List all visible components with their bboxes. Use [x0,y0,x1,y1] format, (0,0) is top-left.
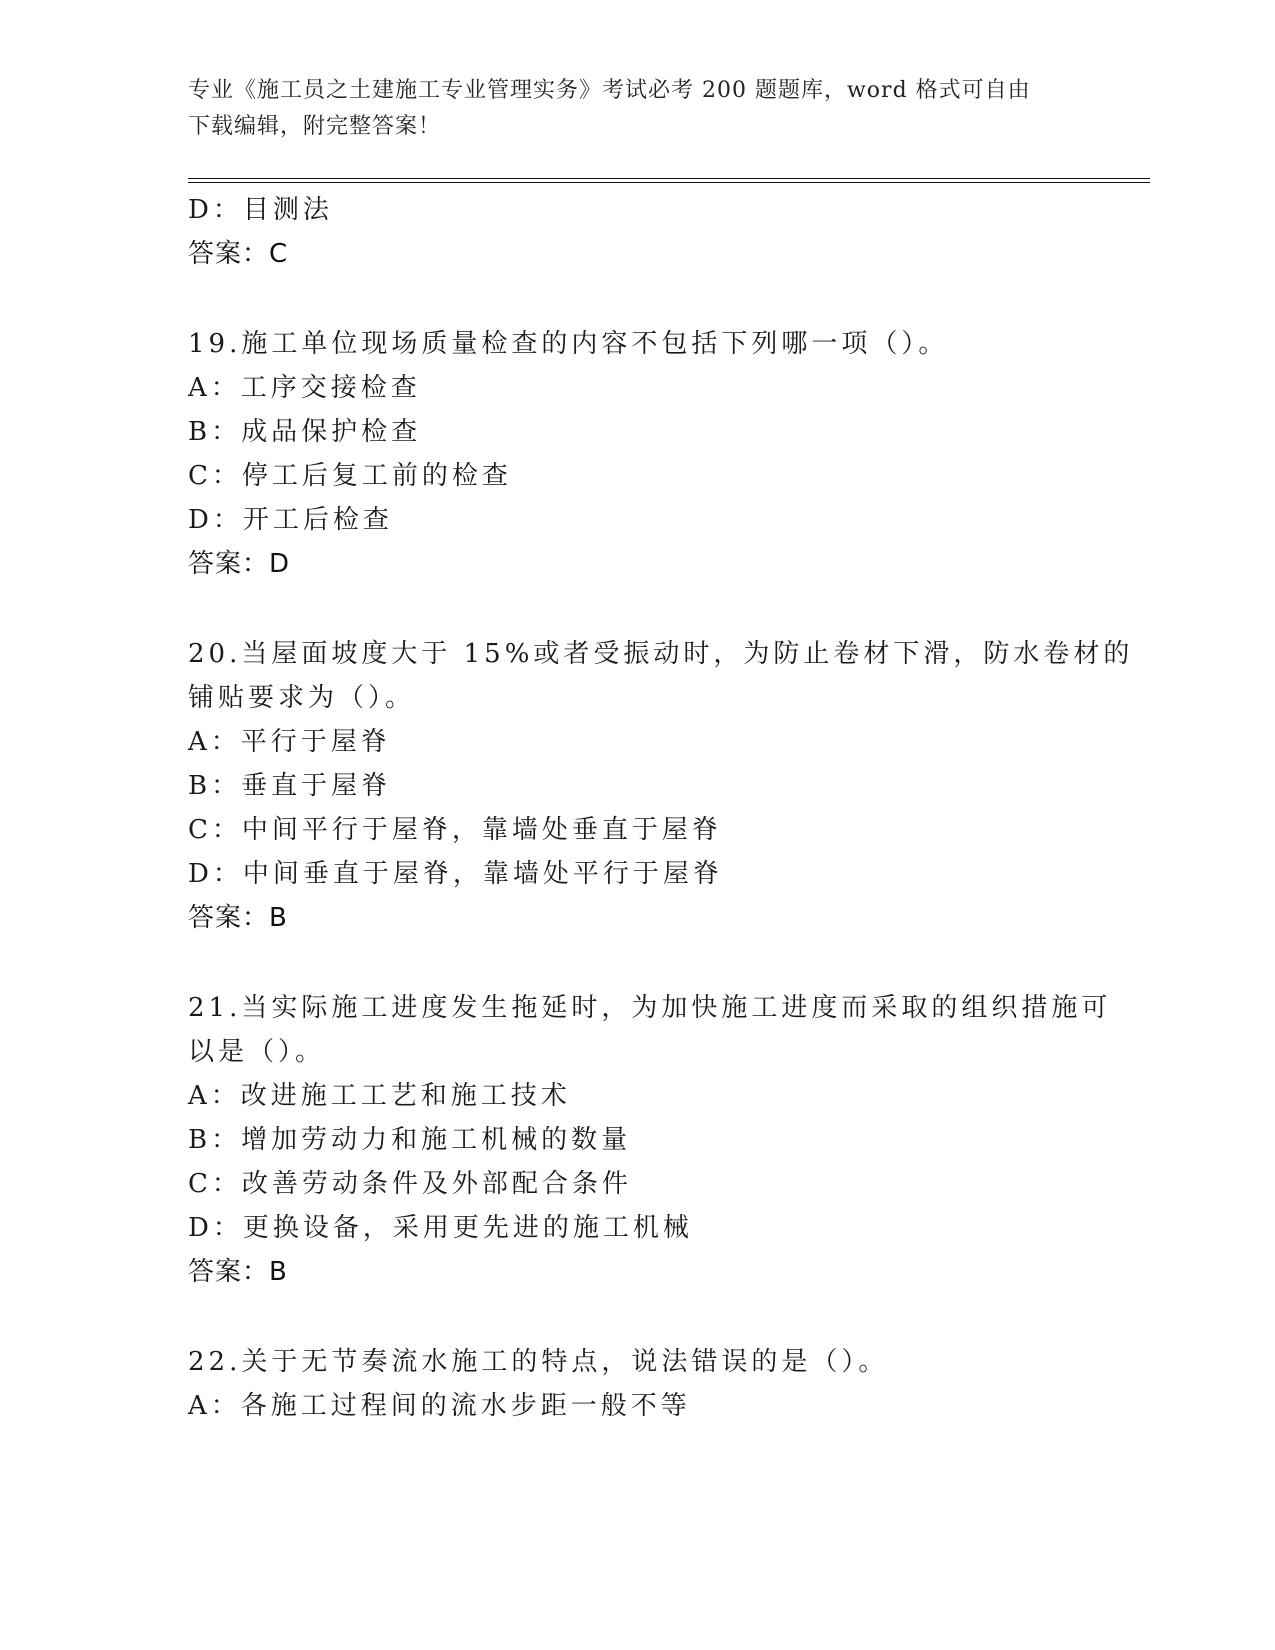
q20-option-b: B：垂直于屋脊 [188,771,392,801]
q21-option-a: A：改进施工工艺和施工技术 [188,1081,571,1111]
header-line-2: 下载编辑，附完整答案！ [188,114,442,139]
q21-answer: 答案：B [188,1257,288,1287]
prev-option-d: D：目测法 [188,195,333,225]
q22-stem: 22.关于无节奏流水施工的特点，说法错误的是（）。 [188,1347,889,1377]
q22-option-a: A：各施工过程间的流水步距一般不等 [188,1391,691,1421]
prev-answer: 答案：C [188,239,289,269]
q19-option-c: C：停工后复工前的检查 [188,461,512,491]
q21-option-c: C：改善劳动条件及外部配合条件 [188,1169,632,1199]
q19-option-a: A：工序交接检查 [188,373,421,403]
q20-option-d: D：中间垂直于屋脊，靠墙处平行于屋脊 [188,859,723,889]
q20-stem-line-2: 铺贴要求为（）。 [188,683,416,713]
q19-option-b: B：成品保护检查 [188,417,422,447]
header-line-1: 专业《施工员之土建施工专业管理实务》考试必考 200 题题库，word 格式可自由 [188,78,1031,103]
q20-option-c: C：中间平行于屋脊，靠墙处垂直于屋脊 [188,815,722,845]
q21-stem-line-2: 以是（）。 [188,1037,326,1067]
header-rule-top [188,178,1150,179]
q21-stem-line-1: 21.当实际施工进度发生拖延时，为加快施工进度而采取的组织措施可 [188,993,1112,1023]
document-header [188,73,1068,145]
q20-answer: 答案：B [188,903,288,933]
q19-option-d: D：开工后检查 [188,505,393,535]
q21-option-d: D：更换设备，采用更先进的施工机械 [188,1213,693,1243]
q20-stem-line-1: 20.当屋面坡度大于 15%或者受振动时，为防止卷材下滑，防水卷材的 [188,639,1134,669]
q19-stem: 19.施工单位现场质量检查的内容不包括下列哪一项（）。 [188,329,949,359]
header-rule-bottom [188,182,1150,183]
q19-answer: 答案：D [188,549,291,579]
q20-option-a: A：平行于屋脊 [188,727,391,757]
q21-option-b: B：增加劳动力和施工机械的数量 [188,1125,632,1155]
